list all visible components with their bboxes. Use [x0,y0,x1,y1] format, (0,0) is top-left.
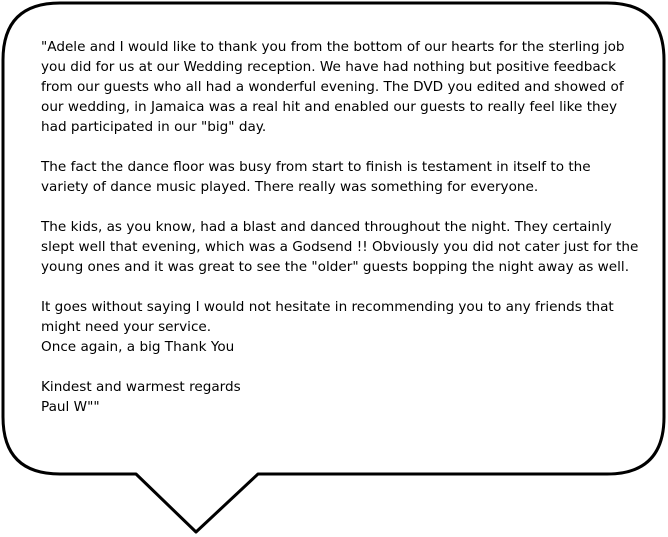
closing-line: Kindest and warmest regards [41,379,241,395]
testimonial-paragraph-1: "Adele and I would like to thank you from the bottom of our hearts for the sterling job you did for us at our Wedding reception. We have had nothing but positive feedback from our guests who all had a wonderful evening. The DVD you edited and showed of our wedding, in Jamaica was a real hit and enabled our guests to really feel like they had participated in our "big" day. [41,39,625,135]
testimonial-paragraph-4: It goes without saying I would not hesitate in recommending you to any friends that might need your service. [41,299,614,335]
testimonial-paragraph-3: The kids, as you know, had a blast and danced throughout the night. They certainly slept well that evening, which was a Godsend !! Obviously you did not cater just for the young ones and it was great to see the "older" guests bopping the night away as well. [41,219,639,275]
signature: Paul W"" [41,399,100,415]
thanks-line: Once again, a big Thank You [41,339,235,355]
testimonial-paragraph-2: The fact the dance floor was busy from start to finish is testament in itself to the variety of dance music played. There really was something for everyone. [41,159,591,195]
testimonial-text [41,37,641,417]
